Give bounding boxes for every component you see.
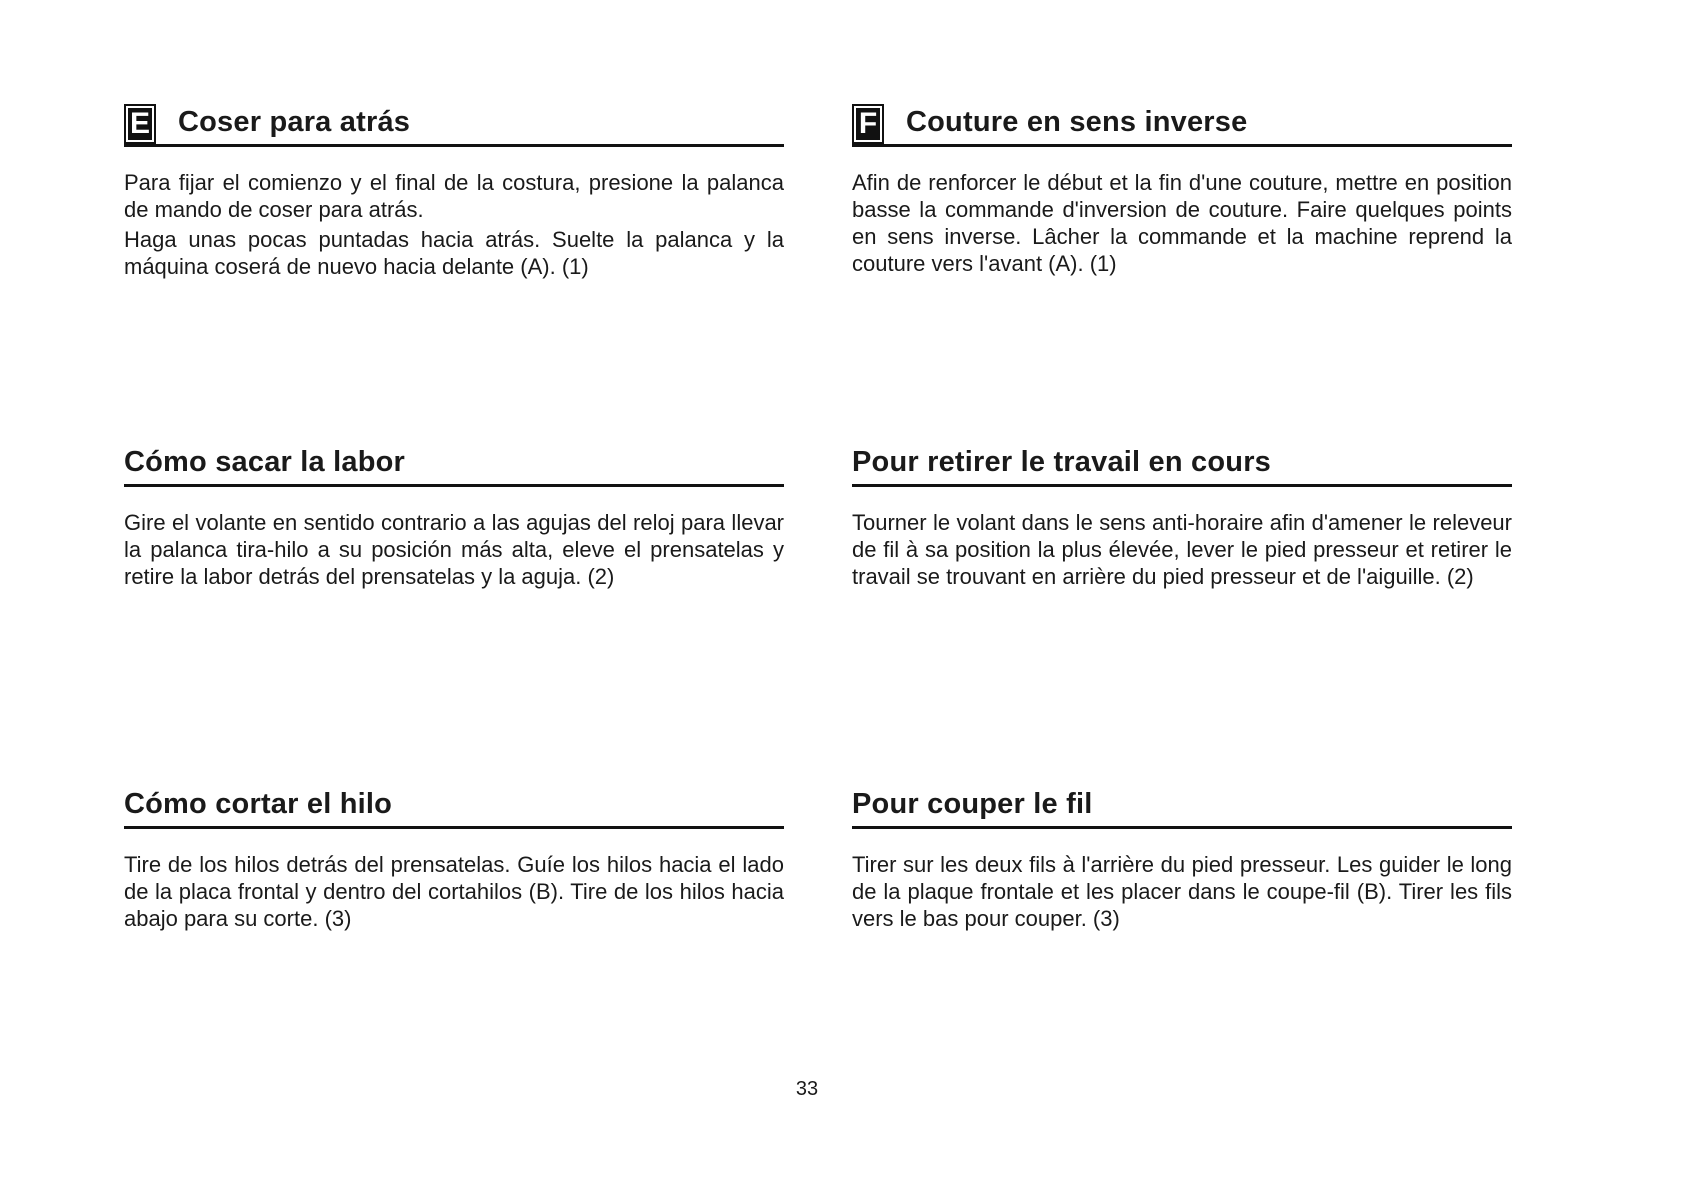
section-body [124, 851, 784, 932]
section-heading [852, 440, 1512, 487]
section-body [852, 509, 1512, 590]
paragraph: Afin de renforcer le début et la fin d'une couture, mettre en position basse la commande d'inversion de couture. Faire quelques points en sens inverse. Lâcher la commande et la machine reprend la couture vers l'avant (A). (1) [852, 170, 1512, 276]
page-number: 33 [795, 1078, 819, 1100]
section-body [124, 169, 784, 280]
section-heading [852, 782, 1512, 829]
paragraph: Haga unas pocas puntadas hacia atrás. Suelte la palanca y la máquina coserá de nuevo hacia delante (A). (1) [124, 227, 784, 279]
paragraph: Gire el volante en sentido contrario a las agujas del reloj para llevar la palanca tira-hilo a su posición más alta, eleve el prensatelas y retire la labor detrás del prensatelas y la aguja. (2) [124, 510, 784, 589]
section-title: Pour couper le fil [852, 788, 1093, 820]
language-badge-e: E [124, 104, 156, 144]
section-title: Pour retirer le travail en cours [852, 446, 1272, 478]
section-pour-couper-le-fil [852, 782, 1512, 935]
section-pour-retirer-le-travail [852, 440, 1512, 593]
paragraph: Tourner le volant dans le sens anti-horaire afin d'amener le releveur de fil à sa position la plus élevée, lever le pied presseur et retirer le travail se trouvant en arrière du pied presseur et de l'aiguille. (2) [852, 510, 1512, 589]
section-como-cortar-el-hilo [124, 782, 784, 935]
paragraph: Tire de los hilos detrás del prensatelas. Guíe los hilos hacia el lado de la placa frontal y dentro del cortahilos (B). Tire de los hilos hacia abajo para su corte. (3) [124, 852, 784, 931]
section-heading [852, 100, 1512, 147]
paragraph: Para fijar el comienzo y el final de la costura, presione la palanca de mando de coser para atrás. [124, 170, 784, 222]
section-title: Cómo cortar el hilo [124, 788, 393, 820]
language-badge-f: F [852, 104, 884, 144]
section-heading [124, 440, 784, 487]
section-title: Couture en sens inverse [906, 106, 1248, 138]
section-heading [124, 100, 784, 147]
section-couture-en-sens-inverse [852, 100, 1512, 280]
section-body [852, 851, 1512, 932]
section-body [124, 509, 784, 590]
section-body [852, 169, 1512, 277]
section-title: Cómo sacar la labor [124, 446, 406, 478]
paragraph: Tirer sur les deux fils à l'arrière du pied presseur. Les guider le long de la plaque frontale et les placer dans le coupe-fil (B). Tirer les fils vers le bas pour couper. (3) [852, 852, 1512, 931]
section-title: Coser para atrás [178, 106, 411, 138]
section-como-sacar-la-labor [124, 440, 784, 593]
section-heading [124, 782, 784, 829]
section-coser-para-atras [124, 100, 784, 283]
